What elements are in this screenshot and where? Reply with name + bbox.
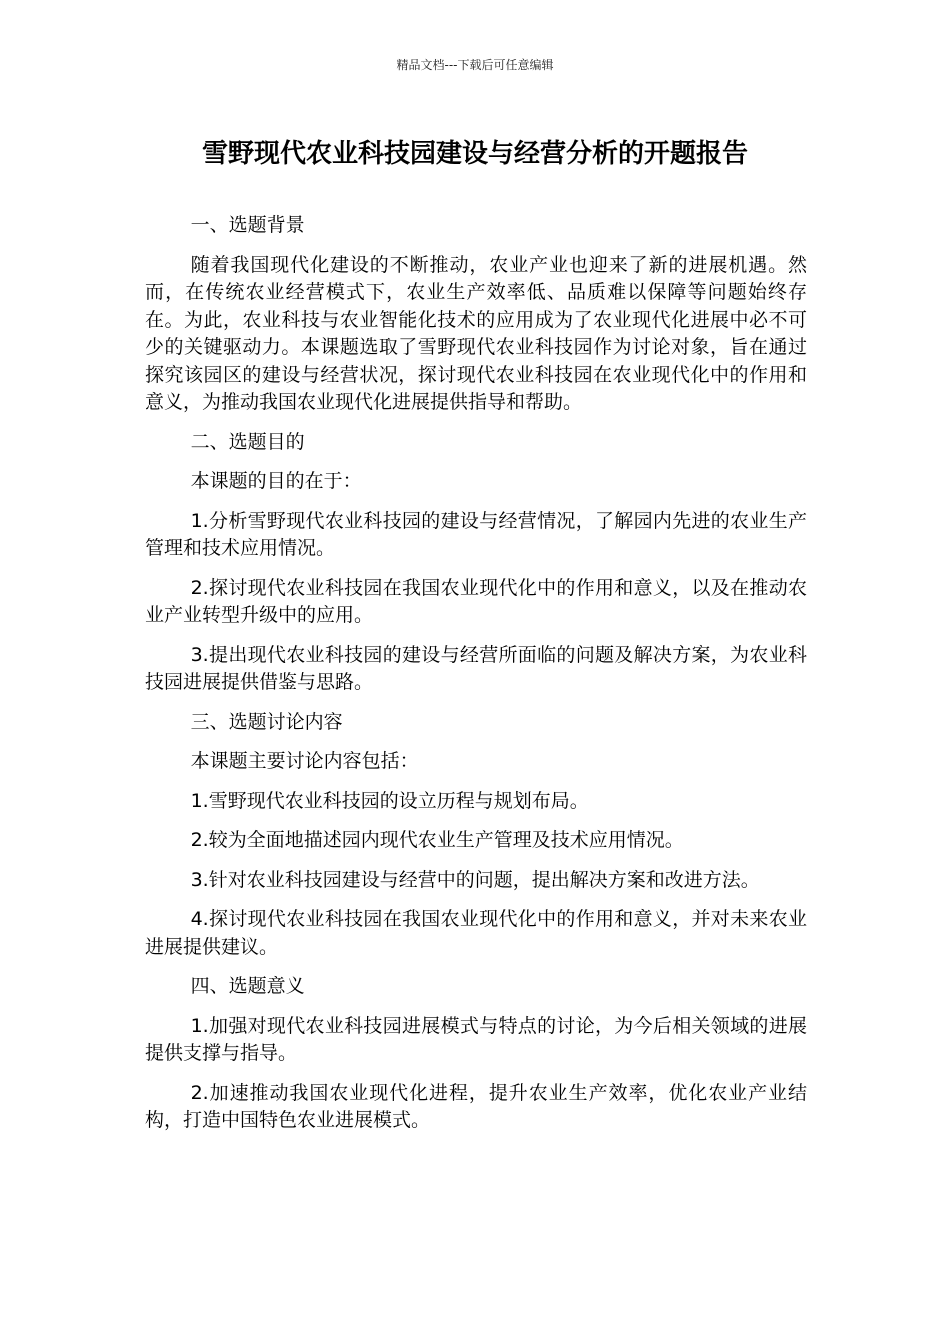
list-item-significance-2: 2.加速推动我国农业现代化进程，提升农业生产效率，优化农业产业结构，打造中国特色农业进展模式。 [145, 1081, 807, 1131]
list-item-purpose-2: 2.探讨现代农业科技园在我国农业现代化中的作用和意义，以及在推动农业产业转型升级中的应用。 [145, 576, 807, 626]
list-item-content-2: 2.较为全面地描述园内现代农业生产管理及技术应用情况。 [190, 829, 684, 851]
paragraph-background: 随着我国现代化建设的不断推动，农业产业也迎来了新的进展机遇。然而，在传统农业经营模式下，农业生产效率低、品质难以保障等问题始终存在。为此，农业科技与农业智能化技术的应用成为了农业现代化进展中必不可少的关键驱动力。本课题选取了雪野现代农业科技园作为讨论对象，旨在通过探究该园区的建设与经营状况，探讨现代农业科技园在农业现代化中的作用和意义，为推动我国农业现代化进展提供指导和帮助。 [145, 253, 807, 413]
paragraph-purpose-intro: 本课题的目的在于： [190, 470, 362, 492]
list-item-content-3: 3.针对农业科技园建设与经营中的问题，提出解决方案和改进方法。 [190, 868, 760, 891]
list-item-purpose-1: 1.分析雪野现代农业科技园的建设与经营情况，了解园内先进的农业生产管理和技术应用情况。 [145, 509, 807, 559]
paragraph-content-intro: 本课题主要讨论内容包括： [190, 750, 419, 772]
section-heading-content: 三、选题讨论内容 [190, 710, 343, 733]
section-heading-significance: 四、选题意义 [190, 975, 305, 997]
document-body [145, 212, 807, 1147]
list-item-content-4: 4.探讨现代农业科技园在我国农业现代化中的作用和意义，并对未来农业进展提供建议。 [145, 908, 807, 958]
list-item-content-1: 1.雪野现代农业科技园的设立历程与规划布局。 [190, 789, 589, 812]
list-item-purpose-3: 3.提出现代农业科技园的建设与经营所面临的问题及解决方案，为农业科技园进展提供借鉴与思路。 [145, 643, 807, 693]
page-header-note: 精品文档---下载后可任意编辑 [396, 58, 554, 72]
section-heading-purpose: 二、选题目的 [190, 430, 305, 453]
list-item-significance-1: 1.加强对现代农业科技园进展模式与特点的讨论，为今后相关领域的进展提供支撑与指导。 [145, 1014, 807, 1064]
document-title: 雪野现代农业科技园建设与经营分析的开题报告 [201, 139, 748, 169]
section-heading-background: 一、选题背景 [190, 214, 305, 236]
